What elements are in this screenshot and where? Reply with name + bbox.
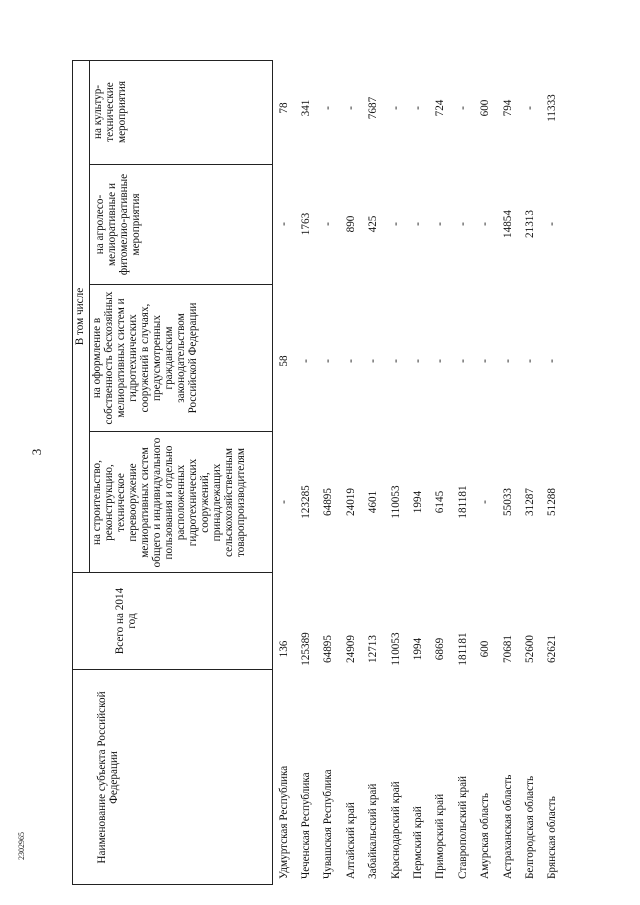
row-culture: - [524,106,536,110]
row-agroforest: 425 [367,215,379,233]
row-culture: - [390,106,402,110]
row-total: 62621 [546,635,558,663]
row-agroforest: - [322,222,334,226]
row-total: 24909 [345,635,357,663]
row-construction: - [479,500,491,504]
row-total: 12713 [367,635,379,663]
header-ownership: на оформление в собственность бесхозяйных мелиоративных систем и гидротехнических сооружений в случаях, предусмотренных гражданским законодательством Российской Федерации [91,291,199,425]
row-construction: 1994 [412,490,424,514]
row-culture: - [412,106,424,110]
row-construction: 6145 [434,490,446,514]
row-construction: 110053 [390,485,402,519]
row-ownership: - [546,359,558,363]
row-total: 52600 [524,635,536,663]
row-construction: 123285 [300,485,312,519]
row-name: Пермский край [412,806,424,879]
row-construction: 4601 [367,490,379,514]
row-culture: 724 [434,99,446,117]
row-total: 600 [479,640,491,658]
row-agroforest: - [412,222,424,226]
row-culture: 7687 [367,96,379,120]
header-construction: на строительство, реконструкцию, техническое перевооружение мелиоративных систем общего и индивидуального пользования и отдельно расположенных гидротехнических сооружений, принадлежащих сельскохозяйственным товаропроизводителям [91,437,247,568]
page-number: 3 [29,448,44,456]
header-total-2014: Всего на 2014 год [114,587,138,655]
row-ownership: - [322,359,334,363]
row-ownership: - [412,359,424,363]
row-total: 1994 [412,637,424,661]
row-total: 110053 [390,632,402,666]
row-name: Алтайский край [345,802,357,879]
row-total: 70681 [502,635,514,663]
row-ownership: - [300,359,312,363]
row-culture: 11333 [546,94,558,122]
row-agroforest: - [390,222,402,226]
header-subject-name: Наименование субъекта Российской Федерации [96,691,120,864]
row-total: 181181 [457,632,469,666]
row-construction: 55033 [502,488,514,516]
row-agroforest: 21313 [524,210,536,238]
row-culture: - [345,106,357,110]
row-ownership: 58 [278,355,290,367]
row-name: Брянская область [546,796,558,879]
row-total: 64895 [322,635,334,663]
row-ownership: - [390,359,402,363]
row-name: Амурская область [479,793,491,879]
row-construction: 51288 [546,488,558,516]
subsidy-table [72,60,604,885]
row-name: Краснодарский край [390,781,402,879]
row-construction: 181181 [457,485,469,519]
row-ownership: - [502,359,514,363]
header-culture-technical: на культур-технические мероприятия [92,81,128,143]
row-agroforest: - [479,222,491,226]
row-culture: 794 [502,99,514,117]
row-name: Забайкальский край [367,783,379,879]
header-agroforest: на агролесо-мелиоративные и фитомелио-ративные мероприятия [94,173,142,276]
row-construction: 64895 [322,488,334,516]
row-name: Белгородская область [524,775,536,879]
row-agroforest: 1763 [300,212,312,236]
row-agroforest: - [457,222,469,226]
row-culture: 600 [479,99,491,117]
row-agroforest: 14854 [502,210,514,238]
row-name: Чувашская Республика [322,769,334,879]
row-construction: 31287 [524,488,536,516]
row-ownership: - [457,359,469,363]
row-agroforest: - [546,222,558,226]
row-culture: - [457,106,469,110]
row-construction: 24019 [345,488,357,516]
row-name: Приморский край [434,793,446,879]
row-name: Ставропольский край [457,775,469,879]
row-name: Астраханская область [502,774,514,879]
row-name: Удмуртская Республика [278,765,290,879]
row-agroforest: 890 [345,215,357,233]
row-name: Чеченская Республика [300,772,312,879]
row-culture: 78 [278,102,290,114]
document-code: 2302965 [17,832,26,860]
row-agroforest: - [434,222,446,226]
row-ownership: - [367,359,379,363]
row-total: 6869 [434,637,446,661]
row-ownership: - [434,359,446,363]
row-ownership: - [524,359,536,363]
row-culture: - [322,106,334,110]
header-group-in-that-number: В том числе [74,287,86,346]
row-ownership: - [479,359,491,363]
row-ownership: - [345,359,357,363]
row-construction: - [278,500,290,504]
row-agroforest: - [278,222,290,226]
row-total: 136 [278,640,290,658]
row-total: 125389 [300,632,312,666]
row-culture: 341 [300,99,312,117]
